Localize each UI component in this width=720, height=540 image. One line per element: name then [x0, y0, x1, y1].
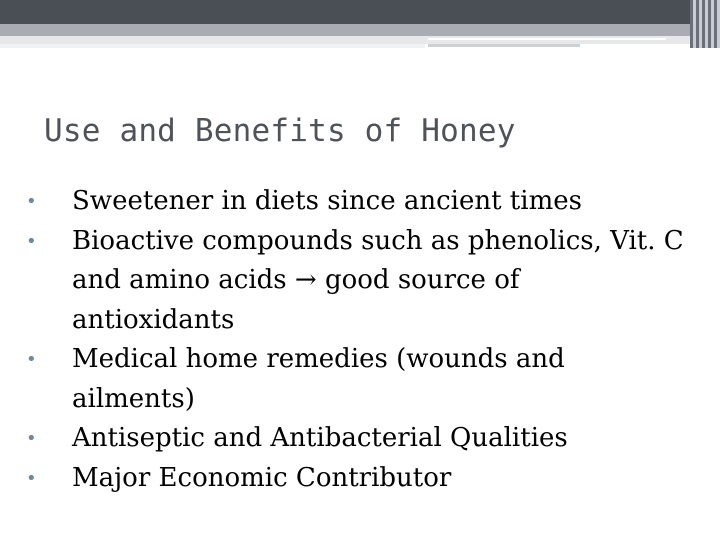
header-stripes: [690, 0, 720, 48]
bullet-icon: •: [26, 349, 37, 370]
header-band-dark: [0, 0, 720, 24]
bullet-item-sweetener: [24, 182, 684, 222]
bullet-icon: •: [26, 428, 37, 449]
bullet-text: Antiseptic and Antibacterial Qualities: [72, 423, 568, 453]
bullet-icon: •: [26, 191, 37, 212]
bullet-icon: •: [26, 467, 37, 489]
bullet-list: [24, 182, 684, 498]
bullet-icon: •: [26, 230, 37, 252]
bullet-item-antiseptic: [24, 419, 684, 459]
slide-title: Use and Benefits of Honey: [44, 113, 516, 149]
bullet-text: Sweetener in diets since ancient times: [72, 186, 582, 216]
header-band-shadow: [0, 44, 425, 48]
header-accent-line-secondary: [428, 44, 580, 47]
bullet-item-bioactive: [24, 222, 684, 341]
bullet-text: Medical home remedies (wounds and ailments): [72, 344, 565, 414]
bullet-text: Major Economic Contributor: [72, 462, 452, 493]
bullet-item-medical: [24, 340, 684, 419]
bullet-text: Bioactive compounds such as phenolics, Vit. C and amino acids → good source of antioxidants: [72, 225, 684, 335]
bullet-item-economic: [24, 459, 684, 499]
header-band-gray: [0, 24, 720, 36]
header-accent-line: [428, 38, 666, 40]
